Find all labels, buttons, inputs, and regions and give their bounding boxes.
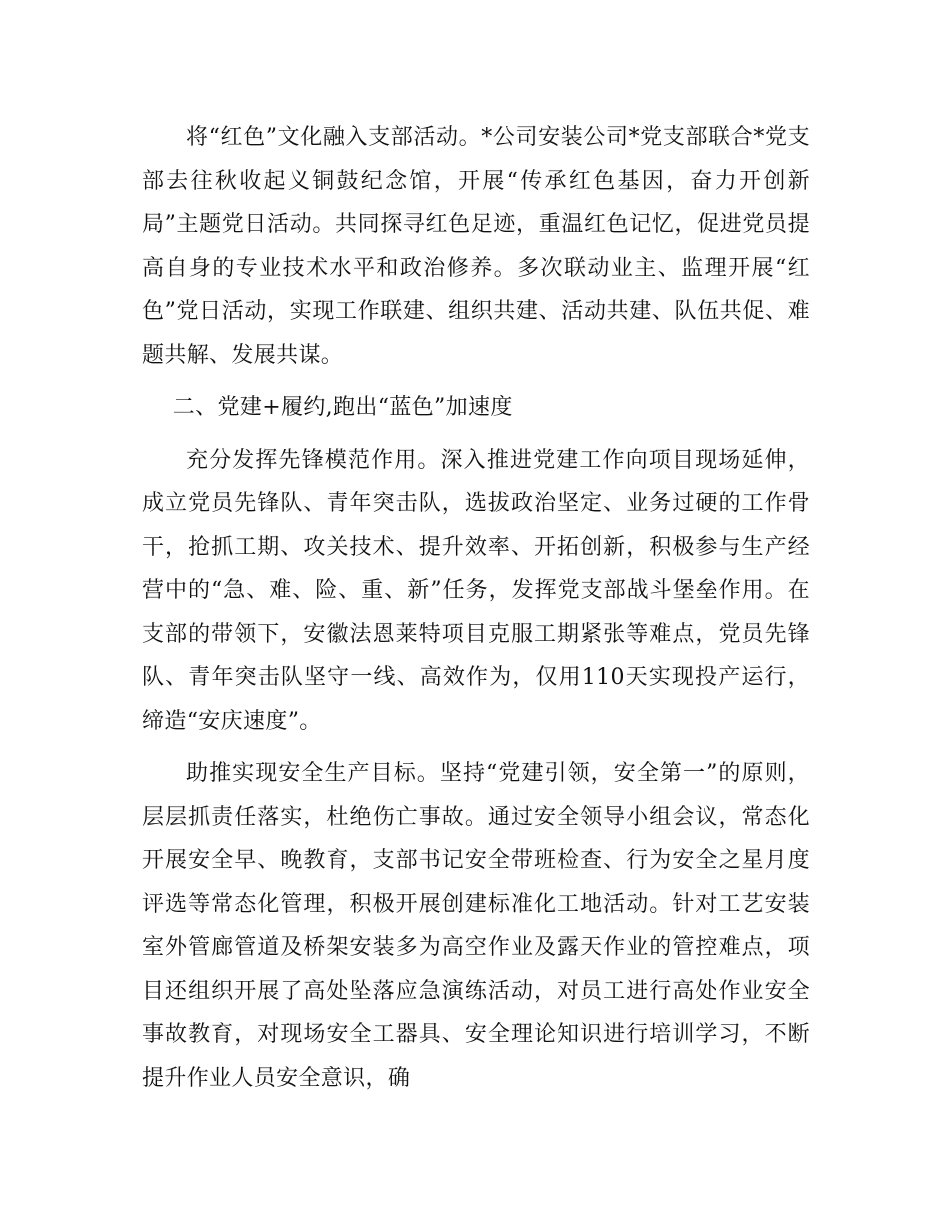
paragraph-gap xyxy=(142,430,810,439)
section-heading: 二、党建+履约,跑出“蓝色”加速度 xyxy=(172,395,513,420)
paragraph-red-culture: 将“红色”文化融入支部活动。*公司安装公司*党支部联合*党支部去往秋收起义铜鼓纪念馆，开展“传承红色基因，奋力开创新局”主题党日活动。共同探寻红色足迹，重温红色记忆，促进党员提高自身的专业技术水平和政治修养。多次联动业主、监理开展“红色”党日活动，实现工作联建、组织共建、活动共建、队伍共促、难题共解、发展共谋。 xyxy=(142,125,810,368)
paragraph-gap xyxy=(142,377,810,386)
paragraph-vanguard-role: 充分发挥先锋模范作用。深入推进党建工作向项目现场延伸，成立党员先锋队、青年突击队，选拔政治坚定、业务过硬的工作骨干，抢抓工期、攻关技术、提升效率、开拓创新，积极参与生产经营中的“急、难、险、重、新”任务，发挥党支部战斗堡垒作用。在支部的带领下，安徽法恩莱特项目克服工期紧张等难点，党员先锋队、青年突击队坚守一线、高效作为，仅用110天实现投产运行，缔造“安庆速度”。 xyxy=(142,447,810,734)
paragraph-safety-goals: 助推实现安全生产目标。坚持“党建引领，安全第一”的原则，层层抓责任落实，杜绝伤亡事故。通过安全领导小组会议，常态化开展安全早、晚教育，支部书记安全带班检查、行为安全之星月度评选等常态化管理，积极开展创建标准化工地活动。针对工艺安装室外管廊管道及桥架安装多为高空作业及露天作业的管控难点，项目还组织开展了高处坠落应急演练活动，对员工进行高处作业安全事故教育，对现场安全工器具、安全理论知识进行培训学习，不断提升作业人员安全意识，确 xyxy=(142,761,810,1091)
paragraph-gap xyxy=(142,743,810,752)
document-page xyxy=(142,116,810,1100)
